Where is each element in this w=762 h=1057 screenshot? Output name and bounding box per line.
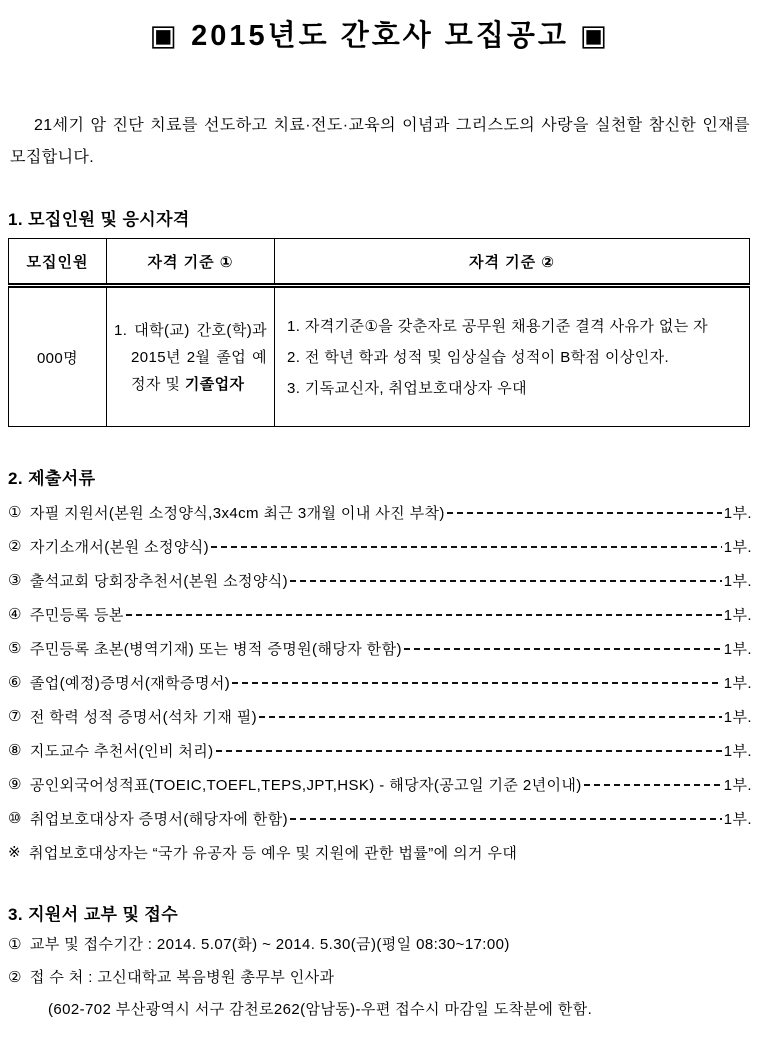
dash-leader: [126, 614, 722, 616]
copy-count: 1부.: [723, 674, 752, 692]
dash-leader: [290, 818, 722, 820]
circled-number-6: ⑥: [8, 674, 22, 691]
criteria-1-text: [114, 317, 267, 398]
header-criteria-2: 자격 기준 ②: [275, 239, 750, 286]
document-list: [8, 495, 752, 869]
section2-heading: 2. 제출서류: [8, 469, 96, 488]
document-item-4: [8, 597, 752, 631]
dash-leader: [232, 682, 722, 684]
circled-number-5: ⑤: [8, 640, 22, 657]
table-body-row: [9, 286, 750, 427]
document-item-10: [8, 801, 752, 835]
intro-paragraph: 21세기 암 진단 치료를 선도하고 치료·전도·교육의 이념과 그리스도의 사랑을 실천할 참신한 인재를 모집합니다.: [10, 117, 750, 166]
copy-count: 1부.: [723, 572, 752, 590]
document-item-5: [8, 631, 752, 665]
dash-leader: [211, 546, 722, 548]
circled-number-3: ③: [8, 572, 22, 589]
circled-number-2: ②: [8, 538, 22, 555]
submission-place-text: 접 수 처 : 고신대학교 복음병원 총무부 인사과: [29, 969, 335, 986]
copy-count: 1부.: [723, 504, 752, 522]
document-item-7: [8, 699, 752, 733]
document-item-label: 자기소개서(본원 소정양식): [29, 538, 210, 556]
document-item-label: 주민등록 등본: [29, 606, 124, 624]
copy-count: 1부.: [723, 708, 752, 726]
submission-place: [8, 960, 752, 993]
copy-count: 1부.: [723, 742, 752, 760]
document-item-8: [8, 733, 752, 767]
dash-leader: [290, 580, 722, 582]
reference-mark-icon: ※: [8, 844, 21, 861]
document-item-label: 졸업(예정)증명서(재학증명서): [29, 674, 231, 692]
document-item-label: 주민등록 초본(병역기재) 또는 병적 증명원(해당자 한함): [29, 640, 402, 658]
document-item-9: [8, 767, 752, 801]
document-item-label: 공인외국어성적표(TOEIC,TOEFL,TEPS,JPT,HSK) - 해당자(공고일 기준 2년이내): [29, 776, 582, 794]
copy-count: 1부.: [723, 810, 752, 828]
document-item-1: [8, 495, 752, 529]
copy-count: 1부.: [723, 776, 752, 794]
dash-leader: [447, 512, 722, 514]
qualification-table: [8, 238, 750, 427]
criteria-1-number: 1.: [114, 321, 135, 339]
document-item-3: [8, 563, 752, 597]
document-item-2: [8, 529, 752, 563]
document-item-label: 자필 지원서(본원 소정양식,3x4cm 최근 3개월 이내 사진 부착): [29, 504, 445, 522]
circled-number-2: ②: [8, 968, 22, 986]
circled-number-10: ⑩: [8, 810, 22, 827]
dash-leader: [404, 648, 722, 650]
copy-count: 1부.: [723, 606, 752, 624]
header-criteria-1: 자격 기준 ①: [107, 239, 275, 286]
criteria-2-item: 1. 자격기준①을 갖춘자로 공무원 채용기준 결격 사유가 없는 자: [287, 317, 709, 335]
document-item-6: [8, 665, 752, 699]
section1-heading: 1. 모집인원 및 응시자격: [8, 210, 190, 229]
cell-criteria-1: [107, 286, 275, 427]
submission-period: [8, 927, 752, 960]
criteria-2-item: 3. 기독교신자, 취업보호대상자 우대: [287, 379, 528, 397]
copy-count: 1부.: [723, 538, 752, 556]
circled-number-1: ①: [8, 504, 22, 521]
circled-number-9: ⑨: [8, 776, 22, 793]
document-item-label: 취업보호대상자 증명서(해당자에 한함): [29, 810, 289, 828]
table-header-row: [9, 239, 750, 286]
cell-recruit-count: 000명: [9, 286, 107, 427]
circled-number-8: ⑧: [8, 742, 22, 759]
preference-note: [8, 835, 752, 869]
criteria-2-item: 2. 전 학년 학과 성적 및 임상실습 성적이 B학점 이상인자.: [287, 348, 670, 366]
dash-leader: [216, 750, 722, 752]
document-item-label: 전 학력 성적 증명서(석차 기재 필): [29, 708, 258, 726]
dash-leader: [584, 784, 722, 786]
criteria-2-list: [275, 311, 749, 404]
cell-criteria-2: [275, 286, 750, 427]
dash-leader: [259, 716, 722, 718]
circled-number-1: ①: [8, 935, 22, 953]
preference-note-text: 취업보호대상자는 “국가 유공자 등 예우 및 지원에 관한 법률”에 의거 우대: [28, 844, 518, 862]
submission-info: [8, 927, 752, 1026]
submission-address: (602-702 부산광역시 서구 감천로262(암남동)-우편 접수시 마감일 도착분에 한함.: [48, 1001, 593, 1018]
copy-count: 1부.: [723, 640, 752, 658]
criteria-1-bold-term: 기졸업자: [184, 375, 245, 393]
document-item-label: 출석교회 당회장추천서(본원 소정양식): [29, 572, 289, 590]
header-recruit-count: 모집인원: [9, 239, 107, 286]
criteria-1-body: 대학(교) 간호(학)과 2015년 2월 졸업 예정자 및: [131, 321, 267, 393]
circled-number-7: ⑦: [8, 708, 22, 725]
page-title: ▣ 2015년도 간호사 모집공고 ▣: [149, 20, 611, 52]
document-item-label: 지도교수 추천서(인비 처리): [29, 742, 214, 760]
document-page: [0, 16, 762, 1026]
circled-number-4: ④: [8, 606, 22, 623]
submission-period-text: 교부 및 접수기간 : 2014. 5.07(화) ~ 2014. 5.30(금)(평일 08:30~17:00): [29, 936, 510, 953]
section3-heading: 3. 지원서 교부 및 접수: [8, 905, 179, 924]
